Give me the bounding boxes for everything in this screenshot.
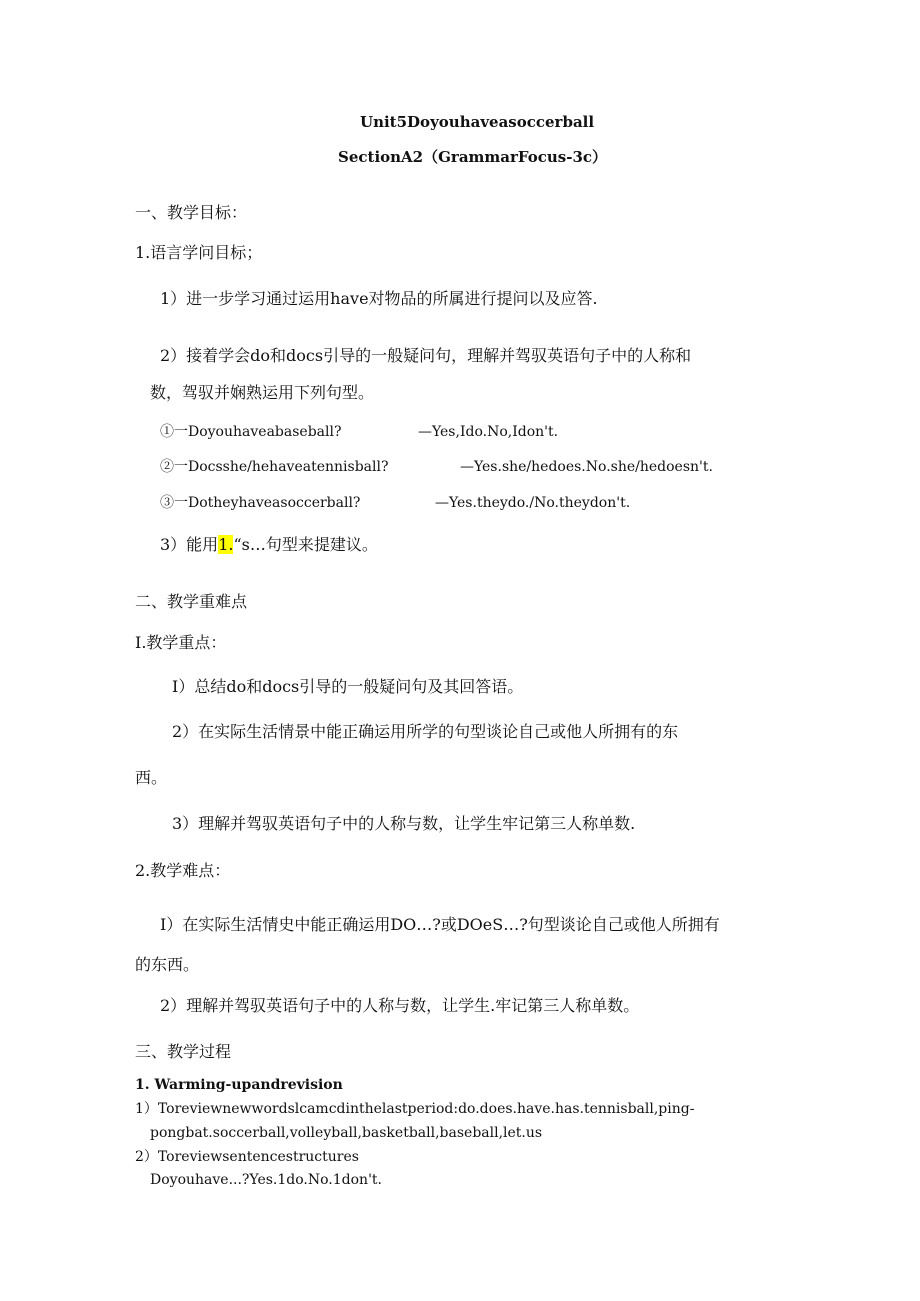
goal-item-3 xyxy=(160,534,378,556)
review-2-example: Doyouhave...?Yes.1do.No.1don't. xyxy=(150,1172,382,1188)
dialog-question-2: ②一Docsshe/hehaveatennisball? xyxy=(160,459,389,475)
review-1-line-2: pongbat.soccerball,volleyball,basketball,baseball,let.us xyxy=(150,1125,543,1141)
key-point-1: I）总结do和docs引导的一般疑问句及其回答语。 xyxy=(172,677,524,696)
key-point-2-line-1: 2）在实际生活情景中能正确运用所学的句型谈论自己或他人所拥有的东 xyxy=(172,722,679,741)
key-point-3: 3）理解并驾驭英语句子中的人称与数，让学生牢记第三人称单数. xyxy=(172,814,636,833)
language-goal-heading: 1.语言学问目标； xyxy=(135,243,263,262)
review-1-line-1: 1）Toreviewnewwordslcamcdinthelastperiod:do.does.have.has.tennisball,ping- xyxy=(135,1101,695,1117)
difficulty-1-line-2: 的东西。 xyxy=(135,955,200,974)
review-2: 2）Toreviewsentencestructures xyxy=(135,1149,359,1165)
difficulty-1-line-1: I）在实际生活情史中能正确运用DO…?或DOeS…?句型谈论自己或他人所拥有 xyxy=(160,915,720,934)
section-2-heading: 二、教学重难点 xyxy=(135,592,248,611)
doc-subtitle: SectionA2（GrammarFocus-3c） xyxy=(338,148,608,166)
section-3-heading: 三、教学过程 xyxy=(135,1042,232,1061)
key-point-2-line-2: 西。 xyxy=(135,768,168,787)
goal-item-2-line-2: 数，驾驭并娴熟运用下列句型。 xyxy=(150,383,375,402)
dialog-answer-3: —Yes.theydo./No.theydon't. xyxy=(435,495,631,511)
dialog-answer-2: —Yes.she/hedoes.No.she/hedoesn't. xyxy=(460,459,713,475)
difficulty-2: 2）理解并驾驭英语句子中的人称与数，让学生.牢记第三人称单数。 xyxy=(160,996,640,1015)
dialog-question-1: ①一Doyouhaveabaseball? xyxy=(160,424,342,440)
highlighted-text: 1. xyxy=(218,535,234,554)
step-1-heading: 1. Warming-upandrevision xyxy=(135,1077,343,1093)
dialog-answer-1: —Yes,Ido.No,Idon't. xyxy=(418,424,559,440)
goal-item-3-suffix: “s…句型来提建议。 xyxy=(233,535,378,554)
section-1-heading: 一、教学目标： xyxy=(135,203,248,222)
key-points-heading: I.教学重点： xyxy=(135,633,227,652)
goal-item-3-prefix: 3）能用 xyxy=(160,535,219,554)
doc-title: Unit5Doyouhaveasoccerball xyxy=(360,113,595,131)
dialog-question-3: ③一Dotheyhaveasoccerball? xyxy=(160,495,361,511)
goal-item-2-line-1: 2）接着学会do和docs引导的一般疑问句，理解并驾驭英语句子中的人称和 xyxy=(160,346,692,365)
goal-item-1: 1）进一步学习通过运用have对物品的所属进行提问以及应答. xyxy=(160,289,598,308)
difficulties-heading: 2.教学难点： xyxy=(135,861,231,880)
